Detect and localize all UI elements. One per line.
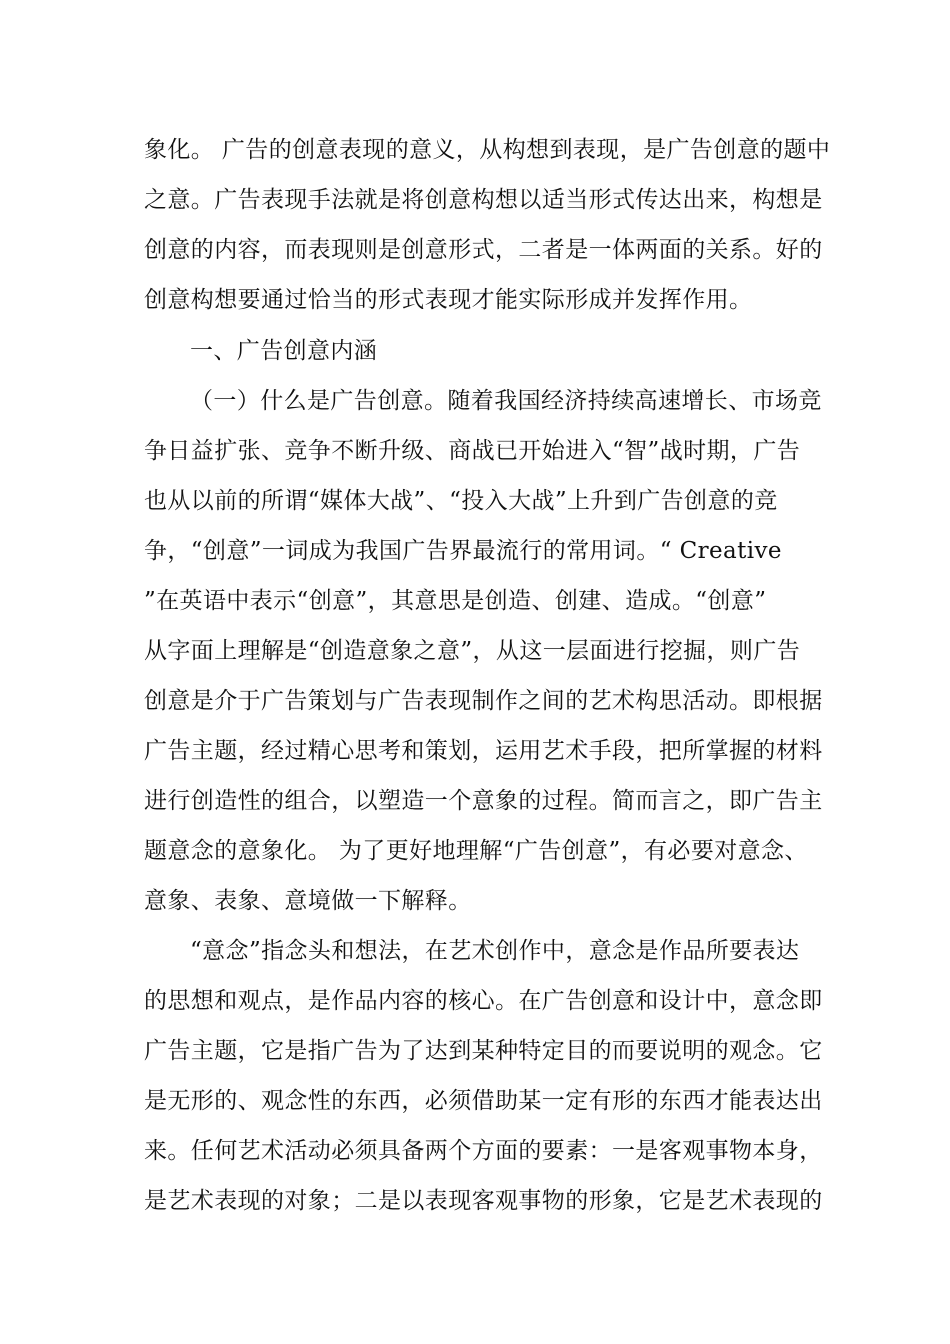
text-line: 意象、表象、意境做一下解释。 xyxy=(144,888,472,914)
text-line: 是艺术表现的对象；二是以表现客观事物的形象，它是艺术表现的 xyxy=(144,1188,823,1214)
text-line: 广告主题，它是指广告为了达到某种特定目的而要说明的观念。它 xyxy=(144,1038,823,1064)
text-line: 创意是介于广告策划与广告表现制作之间的艺术构思活动。即根据 xyxy=(144,688,823,714)
text-line: 进行创造性的组合，以塑造一个意象的过程。简而言之，即广告主 xyxy=(144,788,823,814)
text-line: 从字面上理解是“创造意象之意”，从这一层面进行挖掘，则广告 xyxy=(144,638,801,664)
text-line: 创意的内容，而表现则是创意形式，二者是一体两面的关系。好的 xyxy=(144,237,823,263)
text-line: 也从以前的所谓“媒体大战”、“投入大战”上升到广告创意的竞 xyxy=(144,488,778,514)
text-line: 是无形的、观念性的东西，必须借助某一定有形的东西才能表达出 xyxy=(144,1088,823,1114)
text-line: 题意念的意象化。 为了更好地理解“广告创意”，有必要对意念、 xyxy=(144,838,808,864)
text-line: 之意。广告表现手法就是将创意构想以适当形式传达出来，构想是 xyxy=(144,187,823,213)
text-line: 争日益扩张、竞争不断升级、商战已开始进入“智”战时期，广告 xyxy=(144,438,801,464)
text-line: 广告主题，经过精心思考和策划，运用艺术手段，把所掌握的材料 xyxy=(144,738,823,764)
section-heading: 一、广告创意内涵 xyxy=(190,338,378,364)
text-line: “意念”指念头和想法，在艺术创作中，意念是作品所要表达 xyxy=(190,938,800,964)
text-line: 象化。 广告的创意表现的意义，从构想到表现，是广告创意的题中 xyxy=(144,137,831,163)
text-line: （一）什么是广告创意。随着我国经济持续高速增长、市场竞 xyxy=(190,388,822,414)
text-line: 的思想和观点，是作品内容的核心。在广告创意和设计中，意念即 xyxy=(144,988,823,1014)
text-line: ”在英语中表示“创意”，其意思是创造、创建、造成。“创意” xyxy=(144,588,767,614)
text-line: 争，“创意”一词成为我国广告界最流行的常用词。“ Creative xyxy=(144,538,782,564)
text-line: 创意构想要通过恰当的形式表现才能实际形成并发挥作用。 xyxy=(144,287,753,313)
text-line: 来。任何艺术活动必须具备两个方面的要素：一是客观事物本身， xyxy=(144,1138,823,1164)
